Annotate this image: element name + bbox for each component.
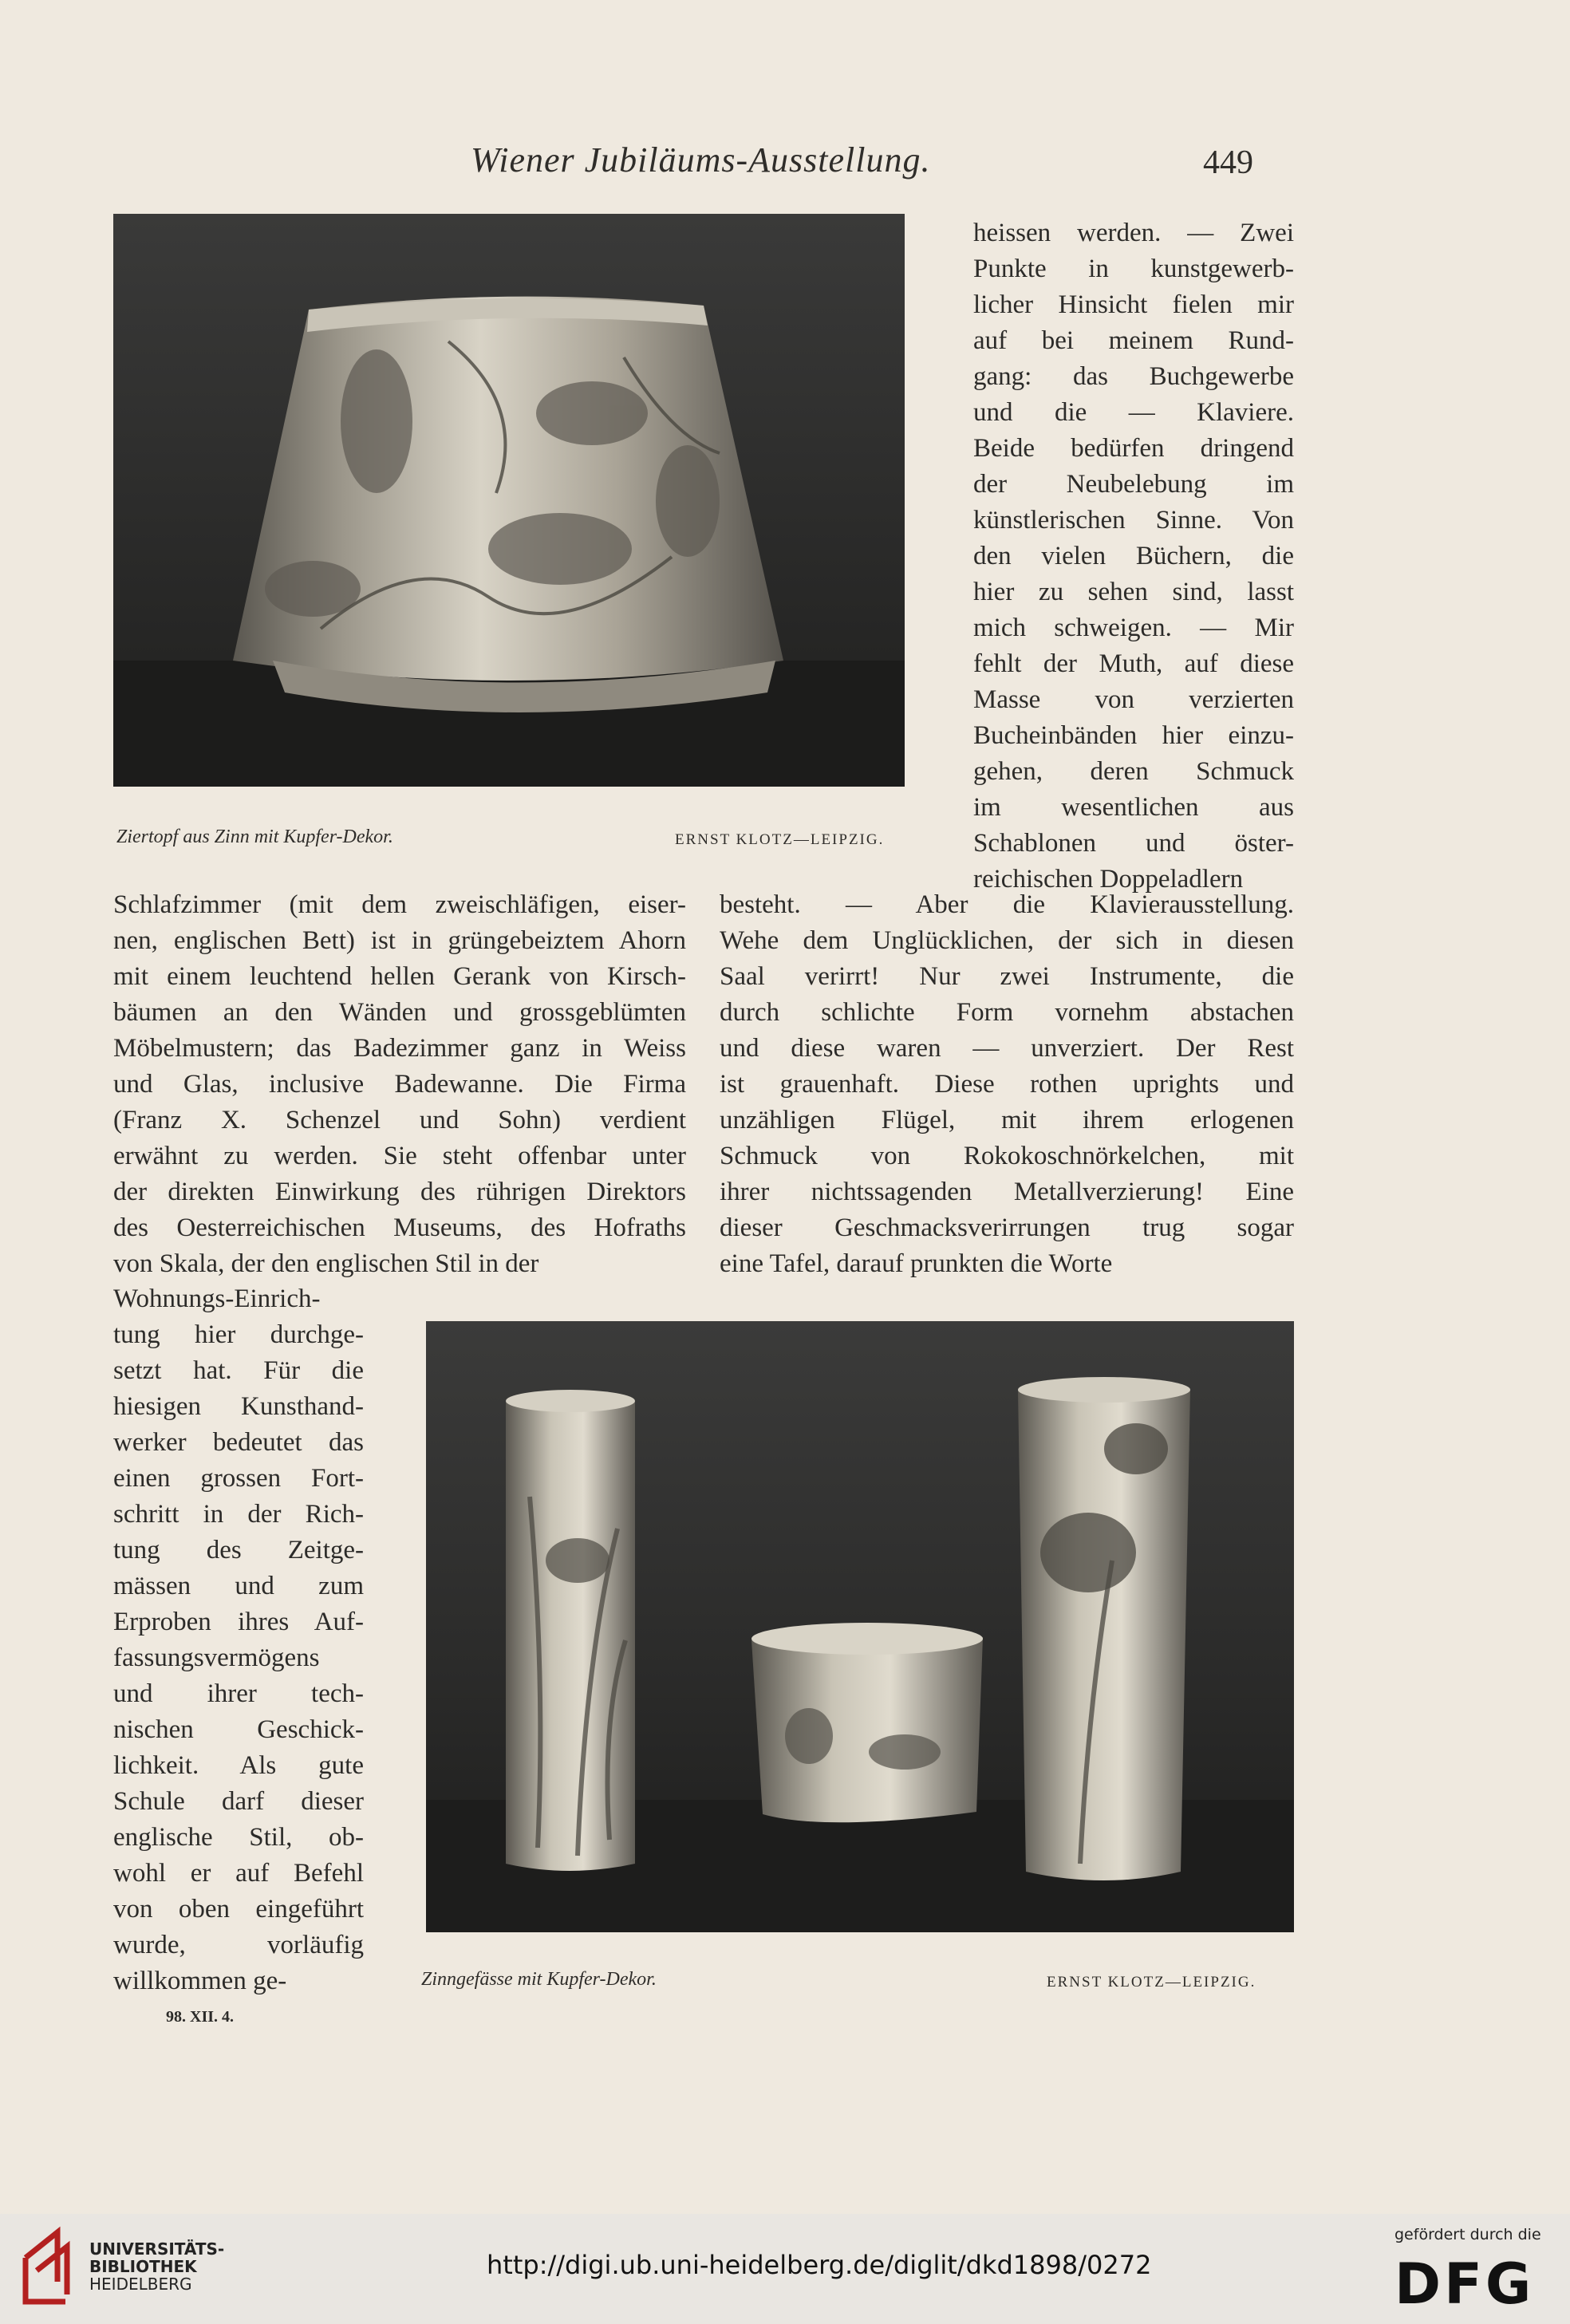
text-line: (Franz X. Schenzel und Sohn) verdient <box>113 1106 686 1134</box>
page-number: 449 <box>1203 144 1253 181</box>
figure-planter-credit: ERNST KLOTZ—LEIPZIG. <box>675 831 885 848</box>
text-line: besteht. — Aber die Klavierausstellung. <box>720 890 1294 919</box>
text-line: im wesentlichen aus <box>973 793 1294 822</box>
text-line: nischen Geschick- <box>113 1715 364 1744</box>
library-line: HEIDELBERG <box>89 2275 192 2294</box>
text-line: Beide bedürfen dringend <box>973 434 1294 463</box>
text-line: von oben eingeführt <box>113 1895 364 1924</box>
text-line: licher Hinsicht fielen mir <box>973 290 1294 319</box>
text-line: fehlt der Muth, auf diese <box>973 649 1294 678</box>
text-line: bäumen an den Wänden und grossgeblümten <box>113 998 686 1027</box>
text-line: werker bedeutet das <box>113 1428 364 1457</box>
text-line: nen, englischen Bett) ist in grüngebeiztem Ahorn <box>113 926 686 955</box>
library-line: UNIVERSITÄTS- <box>89 2239 225 2259</box>
figure-vessels-caption: Zinngefässe mit Kupfer-Dekor. <box>421 1969 657 1990</box>
text-line: mässen und zum <box>113 1572 364 1600</box>
text-line: Saal verirrt! Nur zwei Instrumente, die <box>720 962 1294 991</box>
figure-planter-photo <box>113 214 905 787</box>
text-line: durch schlichte Form vornehm abstachen <box>720 998 1294 1027</box>
text-line: und ihrer tech- <box>113 1679 364 1708</box>
text-line: Möbelmustern; das Badezimmer ganz in Weiss <box>113 1034 686 1063</box>
left-column-mid <box>113 887 686 1282</box>
text-line: gehen, deren Schmuck <box>973 757 1294 786</box>
text-line: dieser Geschmacksverirrungen trug sogar <box>720 1213 1294 1242</box>
text-line: ihrer nichtssagenden Metallverzierung! Eine <box>720 1178 1294 1206</box>
figure-planter-caption: Ziertopf aus Zinn mit Kupfer-Dekor. <box>116 827 393 847</box>
text-line: des Oesterreichischen Museums, des Hofraths <box>113 1213 686 1242</box>
text-line: und diese waren — unverziert. Der Rest <box>720 1034 1294 1063</box>
text-line: auf bei meinem Rund- <box>973 326 1294 355</box>
library-name <box>89 2240 224 2293</box>
text-line: Punkte in kunstgewerb- <box>973 254 1294 283</box>
printer-signature: 98. XII. 4. <box>166 2008 235 2026</box>
dfg-logo: DFG <box>1394 2251 1535 2317</box>
text-line: Schmuck von Rokokoschnörkelchen, mit <box>720 1142 1294 1170</box>
text-line: tung hier durchge- <box>113 1320 364 1349</box>
running-title: Wiener Jubiläums-Ausstellung. <box>471 140 931 180</box>
text-line: erwähnt zu werden. Sie steht offenbar unter <box>113 1142 686 1170</box>
text-line: englische Stil, ob- <box>113 1823 364 1852</box>
text-line: mich schweigen. — Mir <box>973 614 1294 642</box>
text-line: schritt in der Rich- <box>113 1500 364 1529</box>
text-line: willkommen ge- <box>113 1967 287 1995</box>
text-line: hier zu sehen sind, lasst <box>973 578 1294 606</box>
library-line: BIBLIOTHEK <box>89 2257 197 2276</box>
right-column-mid <box>720 887 1294 1282</box>
text-line: unzähligen Flügel, mit ihrem erlogenen <box>720 1106 1294 1134</box>
source-url-link[interactable]: http://digi.ub.uni-heidelberg.de/diglit/dkd1898/0272 <box>487 2250 1152 2280</box>
text-line: Schablonen und öster- <box>973 829 1294 858</box>
text-line: künstlerischen Sinne. Von <box>973 506 1294 535</box>
figure-vessels-photo <box>426 1321 1294 1932</box>
text-line: eine Tafel, darauf prunkten die Worte <box>720 1249 1113 1278</box>
text-line: Masse von verzierten <box>973 685 1294 714</box>
text-line: Wehe dem Unglücklichen, der sich in diesen <box>720 926 1294 955</box>
text-line: setzt hat. Für die <box>113 1356 364 1385</box>
text-line: Erproben ihres Auf- <box>113 1608 364 1636</box>
text-line: ist grauenhaft. Diese rothen uprights und <box>720 1070 1294 1099</box>
text-line: heissen werden. — Zwei <box>973 219 1294 247</box>
text-line: tung des Zeitge- <box>113 1536 364 1564</box>
funded-by-label: gefördert durch die <box>1394 2226 1541 2243</box>
text-line: der Neubelebung im <box>973 470 1294 499</box>
text-line: Schule darf dieser <box>113 1787 364 1816</box>
text-line: reichischen Doppeladlern <box>973 865 1244 894</box>
text-line: und Glas, inclusive Badewanne. Die Firma <box>113 1070 686 1099</box>
text-line: wurde, vorläufig <box>113 1931 364 1959</box>
right-column-top <box>973 215 1294 898</box>
left-column-bottom <box>113 1281 364 1999</box>
text-line: den vielen Büchern, die <box>973 542 1294 570</box>
text-line: lichkeit. Als gute <box>113 1751 364 1780</box>
text-line: Bucheinbänden hier einzu- <box>973 721 1294 750</box>
text-line: der direkten Einwirkung des rührigen Direktors <box>113 1178 686 1206</box>
text-line: mit einem leuchtend hellen Gerank von Kirsch- <box>113 962 686 991</box>
text-line: Wohnungs-Einrich- <box>113 1284 321 1313</box>
ub-heidelberg-logo-icon <box>18 2226 78 2306</box>
text-line: einen grossen Fort- <box>113 1464 364 1493</box>
text-line: hiesigen Kunsthand- <box>113 1392 364 1421</box>
text-line: wohl er auf Befehl <box>113 1859 364 1888</box>
figure-vessels-credit: ERNST KLOTZ—LEIPZIG. <box>1047 1974 1256 1991</box>
text-line: von Skala, der den englischen Stil in der <box>113 1249 539 1278</box>
text-line: Schlafzimmer (mit dem zweischläfigen, eiser- <box>113 890 686 919</box>
text-line: gang: das Buchgewerbe <box>973 362 1294 391</box>
text-line: fassungsvermögens <box>113 1643 320 1672</box>
text-line: und die — Klaviere. <box>973 398 1294 427</box>
